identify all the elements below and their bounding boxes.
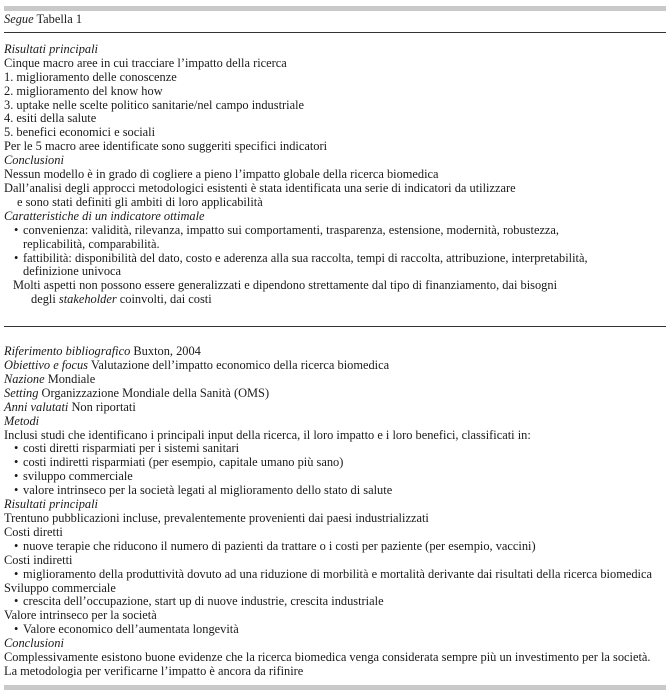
bullet-item: • miglioramento della produttività dovuto ad una riduzione di morbilità e mortalità derivante dai risultati della ricerca biomedica [4,568,666,582]
nazione-value: Mondiale [44,371,96,386]
sviluppo-heading: Sviluppo commerciale [4,580,116,595]
bullet-item: • costi indiretti risparmiati (per esempio, capitale umano più sano) [4,456,666,470]
bullet-item-cont: replicabilità, comparabilità. [23,236,160,251]
bullet-item-cont: definizione univoca [23,264,122,279]
table-caption [4,13,666,27]
risultati-heading-2: Risultati principali [4,497,98,512]
conclusion-text: Nessun modello è in grado di cogliere a pieno l’impatto globale della ricerca biomedica [4,167,439,182]
rif-label: Riferimento bibliografico [4,344,131,359]
indicatori-text: Per le 5 macro aree identificate sono suggeriti specifici indicatori [4,139,328,154]
bullet-item: • convenienza: validità, rilevanza, impatto sui comportamenti, trasparenza, estensione, modernità, robustezza, [4,224,666,238]
section-rule [4,326,666,327]
conclusion-text-2: La metodologia per verificarne l’impatto è ancora da rifinire [4,663,304,678]
anni-row [4,401,666,415]
top-rule [4,6,666,11]
costi-indiretti-heading: Costi indiretti [4,552,73,567]
numbered-item: 2. miglioramento del know how [4,83,163,98]
bullet-item: • crescita dell’occupazione, start up di nuove industrie, crescita industriale [4,595,666,609]
bullet-item: • costi diretti risparmiati per i sistemi sanitari [4,442,666,456]
caption-rule [4,32,666,33]
section-2 [4,345,666,679]
conclusion-text-cont: e sono stati definiti gli ambiti di loro applicabilità [17,194,263,209]
rif-value: Buxton, 2004 [130,344,201,359]
costi-diretti-heading: Costi diretti [4,524,63,539]
bullet-item: • Valore economico dell’aumentata longevità [4,623,666,637]
risultati-heading: Risultati principali [4,41,98,56]
molti-stakeholder: stakeholder [58,292,117,307]
molti-tail: coinvolti, dai costi [116,292,212,307]
caption-tabella: Tabella 1 [33,12,83,26]
risultati-intro-2: Trentuno pubblicazioni incluse, prevalentemente provenienti dai paesi industrializzati [4,511,429,525]
molti-text: Molti aspetti non possono essere generalizzati e dipendono strettamente dal tipo di finanziamento, dai bisogni [13,278,558,293]
anni-label: Anni valutati [4,399,69,414]
rif-row [4,345,666,359]
setting-row [4,387,666,401]
conclusion-text: Dall’analisi degli approcci metodologici esistenti è stata identificata una serie di indicatori da utilizzare [4,180,516,195]
nazione-row [4,373,666,387]
bullet-item: • valore intrinseco per la società legati al miglioramento dello stato di salute [4,484,666,498]
numbered-item: 5. benefici economici e sociali [4,125,156,140]
metodi-intro: Inclusi studi che identificano i principali input della ricerca, il loro impatto e i loro benefici, classificati in: [4,427,531,442]
numbered-item: 3. uptake nelle scelte politico sanitarie/nel campo industriale [4,97,305,112]
bullet-item: • sviluppo commerciale [4,470,666,484]
setting-label: Setting [4,385,39,400]
metodi-heading: Metodi [4,413,40,428]
obj-value: Valutazione dell’impatto economico della ricerca biomedica [87,358,390,373]
obj-label: Obiettivo e focus [4,358,88,373]
caratteristiche-heading: Caratteristiche di un indicatore ottimale [4,208,205,223]
bullet-item: • fattibilità: disponibilità del dato, costo e aderenza alla sua raccolta, tempi di raccolta, attribuzione, interpretabilità, [4,252,666,266]
section-1 [4,43,666,307]
nazione-label: Nazione [4,371,45,386]
numbered-item: 1. miglioramento delle conoscenze [4,69,177,84]
anni-value: Non riportati [68,399,136,414]
numbered-item: 4. esiti della salute [4,111,97,126]
bullet-item: • nuove terapie che riducono il numero di pazienti da trattare o i costi per paziente (per esempio, vaccini) [4,540,666,554]
risultati-intro: Cinque macro aree in cui tracciare l’impatto della ricerca [4,55,287,70]
table-page [4,0,666,690]
conclusioni-heading: Conclusioni [4,153,64,168]
conclusion-text-2: Complessivamente esistono buone evidenze che la ricerca biomedica venga considerata sempre più un investimento per la società. [4,650,651,665]
obj-row [4,359,666,373]
setting-value: Organizzazione Mondiale della Sanità (OMS) [38,385,270,400]
caption-segue: Segue [4,12,34,26]
molti-text-cont [4,293,666,307]
conclusioni-heading-2: Conclusioni [4,636,64,651]
molti-degli: degli [31,292,59,307]
valore-heading: Valore intrinseco per la società [4,608,157,623]
